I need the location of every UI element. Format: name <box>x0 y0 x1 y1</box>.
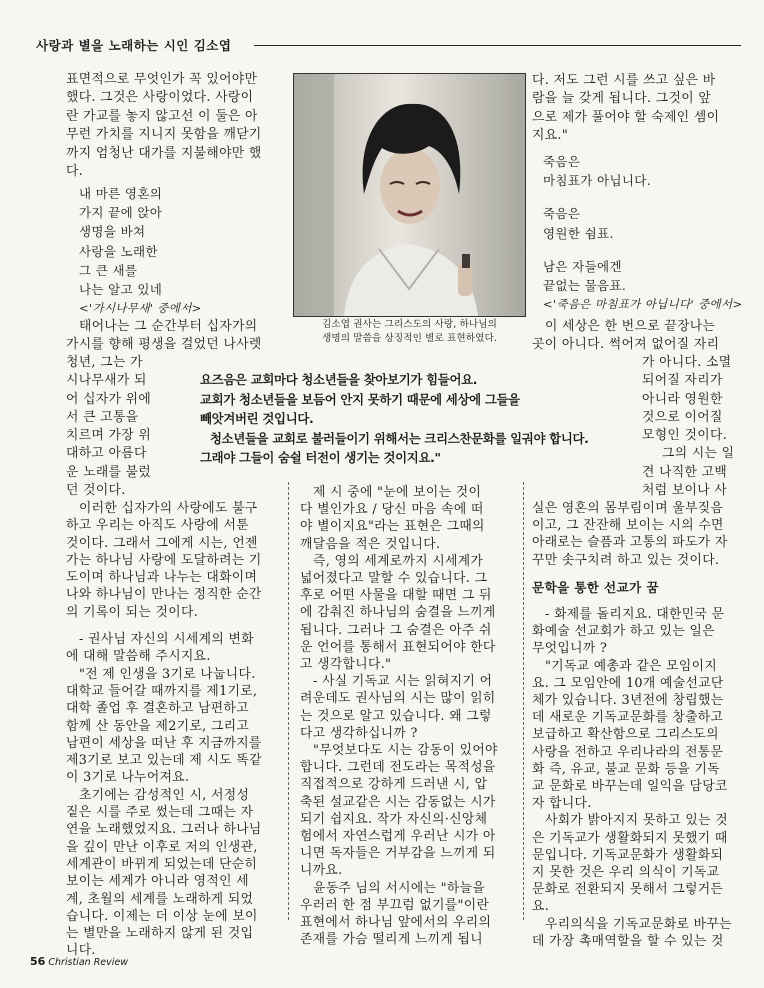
text-line: 대학교 들어갈 때까지를 제1기로, <box>66 683 258 699</box>
poem-line: 죽음은 <box>543 206 581 222</box>
text-line: 그의 시는 일 <box>662 446 735 462</box>
text-line: 이 세상은 한 번으로 끝장나는 <box>545 319 716 334</box>
text-line: 아래로는 슬픔과 고통의 파도가 자 <box>532 535 728 551</box>
text-line: - 화제를 돌리지요. 대한민국 문 <box>545 607 725 623</box>
text-line: 보급하고 확산함으로 그리스도의 <box>532 727 719 743</box>
poem-line: 내 마른 영혼의 <box>79 186 163 201</box>
section-heading: 문학을 통한 선교가 꿈 <box>532 579 659 595</box>
text-line: 다고 생각하십니까 ? <box>300 725 418 741</box>
text-line: 던 것이다. <box>66 483 126 499</box>
text-line: 깨달음을 적은 것입니다. <box>300 536 441 552</box>
text-line: 아니라 영원한 <box>642 391 723 407</box>
text-line: 시나무새가 되 <box>66 373 147 389</box>
text-line: 교 문화로 바꾸는데 일익을 담당코 <box>532 779 728 795</box>
text-line: 했다. 그것은 사랑이었다. 사랑이 <box>66 90 254 106</box>
text-line: 하고 우리는 아직도 사랑에 서툰 <box>66 518 249 534</box>
magazine-name: Christian Review <box>48 957 129 968</box>
text-line: 가시를 향해 평생을 걸었던 나사렛 <box>66 337 262 353</box>
text-line: "무엇보다도 시는 감동이 있어야 <box>313 743 498 759</box>
text-line: 는 것으로 알고 있습니다. 왜 그렇 <box>300 708 492 724</box>
text-line: 후로 어떤 사물을 대할 때면 그 뒤 <box>300 588 492 604</box>
text-line: 람을 늘 갖게 됩니다. 그것이 앞 <box>532 91 712 107</box>
text-line: 요. 그 모임안에 10개 예술선교단 <box>532 675 724 691</box>
text-line: 에 감춰진 하나님의 숨결을 느끼게 <box>300 605 496 621</box>
text-line: 다 별인가요 / 당신 마음 속에 떠 <box>300 502 484 518</box>
text-line: 이고, 그 잔잔해 보이는 시의 수면 <box>532 518 724 534</box>
text-line: 은 기독교가 생활화되지 못했기 때 <box>532 830 728 846</box>
text-line: 초기에는 감성적인 시, 서정성 <box>79 787 250 803</box>
poem-line: 마침표가 아닙니다. <box>543 173 652 189</box>
paragraph-gap <box>66 621 280 631</box>
column-1-mid <box>66 318 280 355</box>
text-line: 것으로 이어질 <box>642 409 723 425</box>
text-line: 려운데도 권사님의 시는 많이 읽히 <box>300 691 496 707</box>
text-line: 사회가 밝아지지 못하고 있는 것 <box>545 813 728 829</box>
column-1-narrow <box>66 354 191 500</box>
text-line: 꾸만 솟구치려 하고 있는 것이다. <box>532 552 720 568</box>
text-line: 화예술 선교회가 하고 있는 일은 <box>532 624 715 640</box>
column-3-narrow <box>642 354 742 500</box>
text-line: 윤동주 님의 서시에는 "하늘을 <box>313 880 486 896</box>
text-line: 데 새로운 기독교문화를 창출하고 <box>532 710 724 726</box>
text-line: 표현에서 하나님 앞에서의 우리의 <box>300 915 492 931</box>
running-header <box>36 34 741 54</box>
text-line: 나와 하나님이 만나는 정직한 순간 <box>66 587 262 603</box>
poem-line: 사랑을 노래한 <box>79 243 158 259</box>
text-line: 이러한 십자가의 사랑에도 불구 <box>79 501 258 516</box>
text-line: 표면적으로 무엇인가 꼭 있어야만 <box>66 72 258 87</box>
caption-line: 생명의 말씀을 상징적인 별로 표현하였다. <box>322 333 497 344</box>
text-line: 우리의식을 기독교문화로 바꾸는 <box>545 916 732 932</box>
column-1-top <box>66 71 274 181</box>
text-line: "전 제 인생을 3기로 나눕니다. <box>79 666 256 682</box>
text-line: 되어질 자리가 <box>642 373 723 389</box>
text-line: 니면 독자들은 거부감을 느끼게 되 <box>300 846 496 862</box>
text-line: 되기 쉽지요. 작가 자신의·신앙체 <box>300 811 488 827</box>
author-photo <box>293 73 526 317</box>
column-3-bottom <box>532 500 744 950</box>
column-rule-left <box>288 482 289 920</box>
pull-quote <box>200 370 600 470</box>
poem-gasinamusae <box>79 184 279 318</box>
text-line: 보이는 세계가 아니라 영적인 세 <box>66 874 249 890</box>
pull-quote-line: 청소년들을 교회로 불러들이기 위해서는 크리스찬문화를 일궈야 합니다. <box>210 430 589 446</box>
text-line: 문입니다. 기독교문화가 생활화되 <box>532 847 724 863</box>
text-line: 치르며 가장 위 <box>66 428 152 444</box>
poem-line: 가지 끝에 앉아 <box>79 205 163 221</box>
text-line: 험에서 자연스럽게 우러난 시가 아 <box>300 829 496 845</box>
text-line: - 사실 기독교 시는 읽혀지기 어 <box>313 674 493 690</box>
text-line: 습니다. 이제는 더 이상 눈에 보이 <box>66 908 258 924</box>
poem-line: 끝없는 물음표. <box>543 278 627 294</box>
text-line: 이 3기로 나누어져요. <box>66 770 190 786</box>
text-line: - 권사님 자신의 시세계의 변화 <box>79 632 254 648</box>
text-line: 태어나는 그 순간부터 십자가의 <box>79 319 258 334</box>
pull-quote-line: 교회가 청소년들을 보듬어 안지 못하기 때문에 세상에 그들을 <box>200 391 520 407</box>
text-line: 즉, 영의 세계로까지 시세계가 <box>313 553 484 569</box>
pull-quote-line: 그래야 그들이 숨쉴 터전이 생기는 것이지요." <box>200 450 441 466</box>
pull-quote-line: 빼앗겨버린 것입니다. <box>200 411 314 427</box>
text-line: 으로 제가 풀어야 할 숙제인 셈이 <box>532 109 720 125</box>
text-line: 세계관이 바뀌게 되었는데 단순히 <box>66 856 258 872</box>
paragraph-intro <box>66 71 274 181</box>
text-line: 어 십자가 위에 <box>66 391 152 407</box>
poem-line: 영원한 쉼표. <box>543 225 614 241</box>
text-line: 운 언어를 통해서 표현되어야 한다 <box>300 639 496 655</box>
text-line: "기독교 예총과 같은 모임이지 <box>545 658 718 674</box>
text-line: 요. <box>532 899 550 915</box>
poem-source: <'죽음은 마침표가 아닙니다' 중에서> <box>543 297 743 312</box>
page-number: 56 <box>30 955 46 968</box>
text-line: 축된 설교같은 시는 감동없는 시가 <box>300 794 496 810</box>
poem-line: 나는 알고 있네 <box>79 282 163 298</box>
text-line: 남편이 세상을 떠난 후 지금까지를 <box>66 735 262 751</box>
text-line: 제 시 중에 "눈에 보이는 것이 <box>313 485 482 500</box>
pull-quote-line: 요즈음은 교회마다 청소년들을 찾아보기가 힘들어요. <box>200 372 478 387</box>
column-2-bottom <box>300 484 516 948</box>
text-line: 짙은 시를 주로 썼는데 그때는 자 <box>66 805 254 821</box>
text-line: 니다. <box>66 943 96 959</box>
text-line: 고 생각합니다." <box>300 657 392 673</box>
text-line: 화 즉, 유교, 불교 문화 등을 기독 <box>532 761 720 777</box>
text-line: 을 깊이 만난 이후로 저의 인생관, <box>66 839 258 855</box>
text-line: 의 기록이 되는 것이다. <box>66 604 199 620</box>
text-line: 니까요. <box>300 863 343 879</box>
poem-jugeumeun <box>543 152 743 314</box>
text-line: 합니다. 그런데 전도라는 목적성을 <box>300 760 496 776</box>
text-line: 문화로 전환되지 못해서 그렇거든 <box>532 882 724 898</box>
column-1-bottom <box>66 500 280 960</box>
poem-line: 죽음은 <box>543 154 581 169</box>
text-line: 야 별이지요"라는 표현은 그때의 <box>300 519 485 535</box>
text-line: 가는 하나님 사랑에 도달하려는 기 <box>66 552 262 568</box>
text-line: 까지 엄청난 대가를 지불해야만 했 <box>66 145 262 161</box>
text-line: 것이다. 그래서 그에게 시는, 언젠 <box>66 535 258 551</box>
text-line: 함께 산 동안을 제2기로, 그리고 <box>66 718 250 734</box>
text-line: 넓어졌다고 말할 수 있습니다. 그 <box>300 571 488 587</box>
text-line: 무런 가치를 지니지 못함을 깨닫기 <box>66 127 262 143</box>
header-rule <box>254 45 741 46</box>
text-line: 다. <box>66 164 84 180</box>
text-line: 운 노래를 불렀 <box>66 464 152 480</box>
text-line: 다. 저도 그런 시를 쓰고 싶은 바 <box>532 73 716 88</box>
text-line: 는 별만을 노래하지 않게 된 것입 <box>66 926 254 942</box>
caption-line: 김소엽 권사는 그리스도의 사랑, 하나님의 <box>322 319 497 330</box>
text-line: 도이며 하나님과 나누는 대화이며 <box>66 570 258 586</box>
text-line: 에 대해 말씀해 주시지요. <box>66 649 211 665</box>
text-line: 모형인 것이다. <box>642 428 728 444</box>
text-line: 직접적으로 강하게 드러낸 시, 압 <box>300 777 488 793</box>
text-line: 됩니다. 그러나 그 숨결은 아주 쉬 <box>300 622 492 638</box>
page-footer <box>30 955 128 968</box>
text-line: 곳이 아니다. 썩어져 없어질 자리 <box>532 337 720 353</box>
text-line: 란 가교를 놓지 않고선 이 둘은 아 <box>66 108 258 124</box>
column-3-mid <box>532 318 742 355</box>
text-line: 대학 졸업 후 결혼하고 남편하고 <box>66 701 249 717</box>
column-3-top <box>532 72 742 146</box>
text-line: 견 나직한 고백 <box>642 464 728 480</box>
text-line: 가 아니다. 소멸 <box>642 355 732 370</box>
text-line: 서 큰 고통을 <box>66 409 139 425</box>
text-line: 자 합니다. <box>532 796 592 812</box>
poem-line: 남은 자들에겐 <box>543 258 622 274</box>
paragraph-gap <box>532 596 744 606</box>
text-line: 처럼 보이나 사 <box>642 483 728 499</box>
text-line: 지 못한 것은 우리 의식이 기독교 <box>532 865 720 881</box>
poem-source: <'가시나무새' 중에서> <box>79 301 202 316</box>
text-line: 무엇입니까 ? <box>532 641 608 657</box>
column-rule-right <box>523 482 524 920</box>
text-line: 체가 있습니다. 3년전에 창립했는 <box>532 693 724 709</box>
text-line: 우러러 한 점 부끄럼 없기를"이란 <box>300 897 490 913</box>
text-line: 사랑을 전하고 우리나라의 전통문 <box>532 744 724 760</box>
poem-line: 그 큰 새를 <box>79 262 138 278</box>
poem-line: 생명을 바쳐 <box>79 224 146 240</box>
portrait-image <box>294 74 525 316</box>
running-header-title: 사랑과 별을 노래하는 시인 김소엽 <box>36 38 232 53</box>
photo-caption <box>297 318 522 346</box>
text-line: 계, 초월의 세계를 노래하게 되었 <box>66 891 254 907</box>
text-line: 데 가장 촉매역할을 할 수 있는 것 <box>532 933 724 949</box>
text-line: 존재를 가슴 떨리게 느끼게 됩니 <box>300 932 483 948</box>
text-line: 청년, 그는 가 <box>66 355 143 370</box>
text-line: 지요." <box>532 128 569 144</box>
text-line: 제3기로 보고 있는데 제 시도 똑같 <box>66 753 262 769</box>
text-line: 대하고 아름다 <box>66 446 147 462</box>
paragraph-gap <box>532 569 744 579</box>
text-line: 실은 영혼의 몸부림이며 울부짖음 <box>532 501 724 516</box>
text-line: 연을 노래했었지요. 그러나 하나님 <box>66 822 262 838</box>
